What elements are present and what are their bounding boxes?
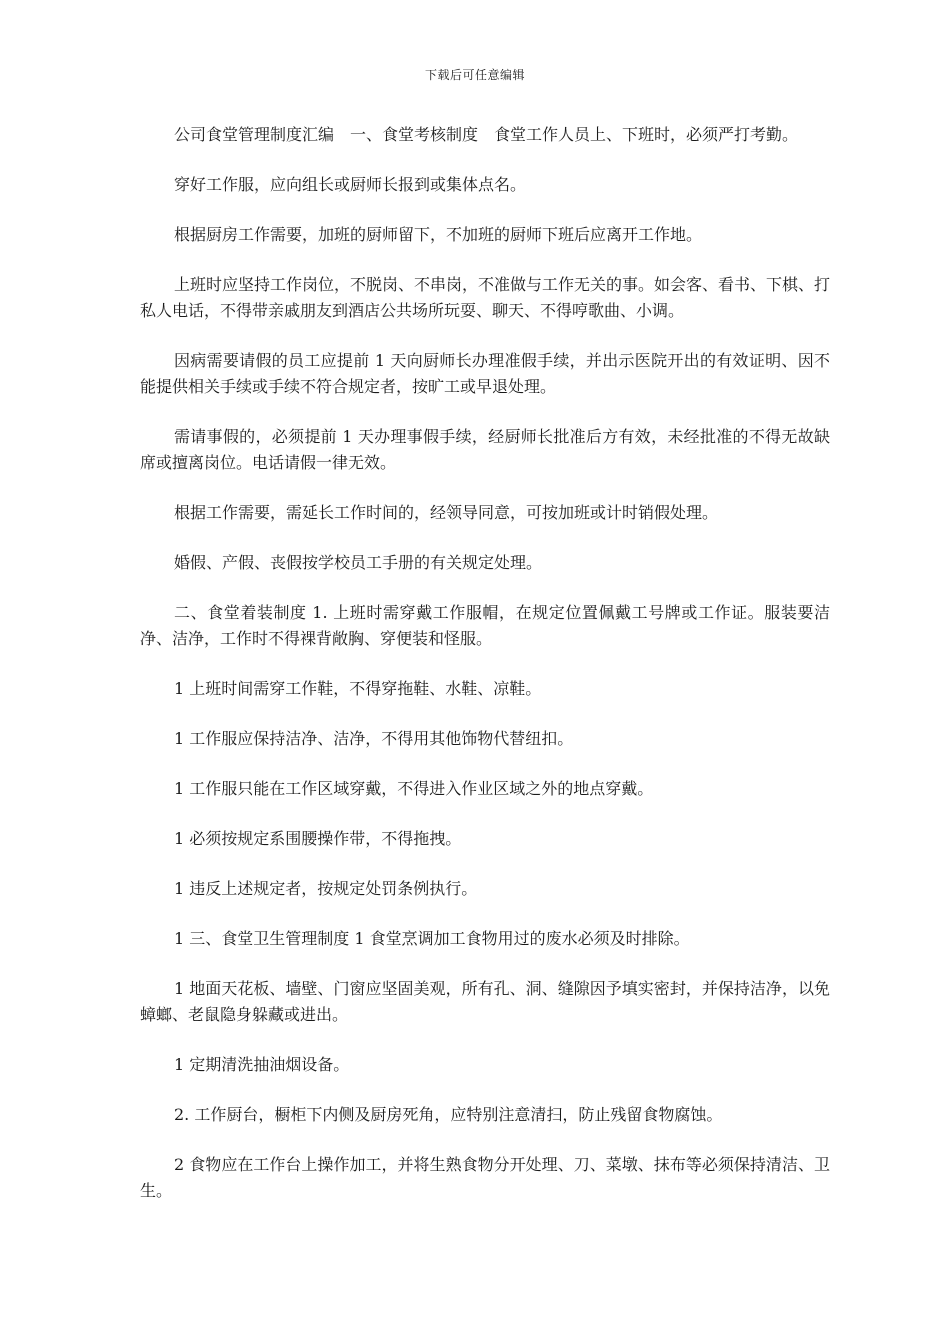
paragraph: 穿好工作服，应向组长或厨师长报到或集体点名。 [174,175,527,194]
paragraph: 1 定期清洗抽油烟设备。 [174,1055,350,1074]
paragraph: 2. 工作厨台，橱柜下内侧及厨房死角，应特别注意清扫，防止残留食物腐蚀。 [174,1105,723,1124]
document-body [140,122,830,1228]
paragraph: 2 食物应在工作台上操作加工，并将生熟食物分开处理、刀、菜墩、抹布等必须保持清洁、卫生。 [140,1155,830,1200]
paragraph: 1 违反上述规定者，按规定处罚条例执行。 [174,879,478,898]
paragraph: 1 必须按规定系围腰操作带，不得拖拽。 [174,829,462,848]
paragraph: 根据工作需要，需延长工作时间的，经领导同意，可按加班或计时销假处理。 [174,503,719,522]
paragraph: 1 工作服应保持洁净、洁净，不得用其他饰物代替纽扣。 [174,729,574,748]
paragraph: 1 工作服只能在工作区域穿戴，不得进入作业区域之外的地点穿戴。 [174,779,654,798]
page-header: 下载后可任意编辑 [424,68,525,82]
paragraph: 1 三、食堂卫生管理制度 1 食堂烹调加工食物用过的废水必须及时排除。 [174,929,690,948]
paragraph: 二、食堂着装制度 1. 上班时需穿戴工作服帽，在规定位置佩戴工号牌或工作证。服装要洁净、洁净，工作时不得裸背敞胸、穿便装和怪服。 [140,603,830,648]
paragraph: 公司食堂管理制度汇编 一、食堂考核制度 食堂工作人员上、下班时，必须严打考勤。 [174,125,799,144]
paragraph: 根据厨房工作需要，加班的厨师留下，不加班的厨师下班后应离开工作地。 [174,225,703,244]
paragraph: 1 上班时间需穿工作鞋，不得穿拖鞋、水鞋、凉鞋。 [174,679,542,698]
paragraph: 需请事假的，必须提前 1 天办理事假手续，经厨师长批准后方有效，未经批准的不得无故缺席或擅离岗位。电话请假一律无效。 [140,427,830,472]
paragraph: 因病需要请假的员工应提前 1 天向厨师长办理准假手续，并出示医院开出的有效证明、因不能提供相关手续或手续不符合规定者，按旷工或早退处理。 [140,351,830,396]
paragraph: 婚假、产假、丧假按学校员工手册的有关规定处理。 [174,553,543,572]
paragraph: 上班时应坚持工作岗位，不脱岗、不串岗，不准做与工作无关的事。如会客、看书、下棋、打私人电话，不得带亲戚朋友到酒店公共场所玩耍、聊天、不得哼歌曲、小调。 [140,275,831,320]
paragraph: 1 地面天花板、墙壁、门窗应坚固美观，所有孔、洞、缝隙因予填实密封，并保持洁净，以免蟑螂、老鼠隐身躲藏或进出。 [140,979,830,1024]
